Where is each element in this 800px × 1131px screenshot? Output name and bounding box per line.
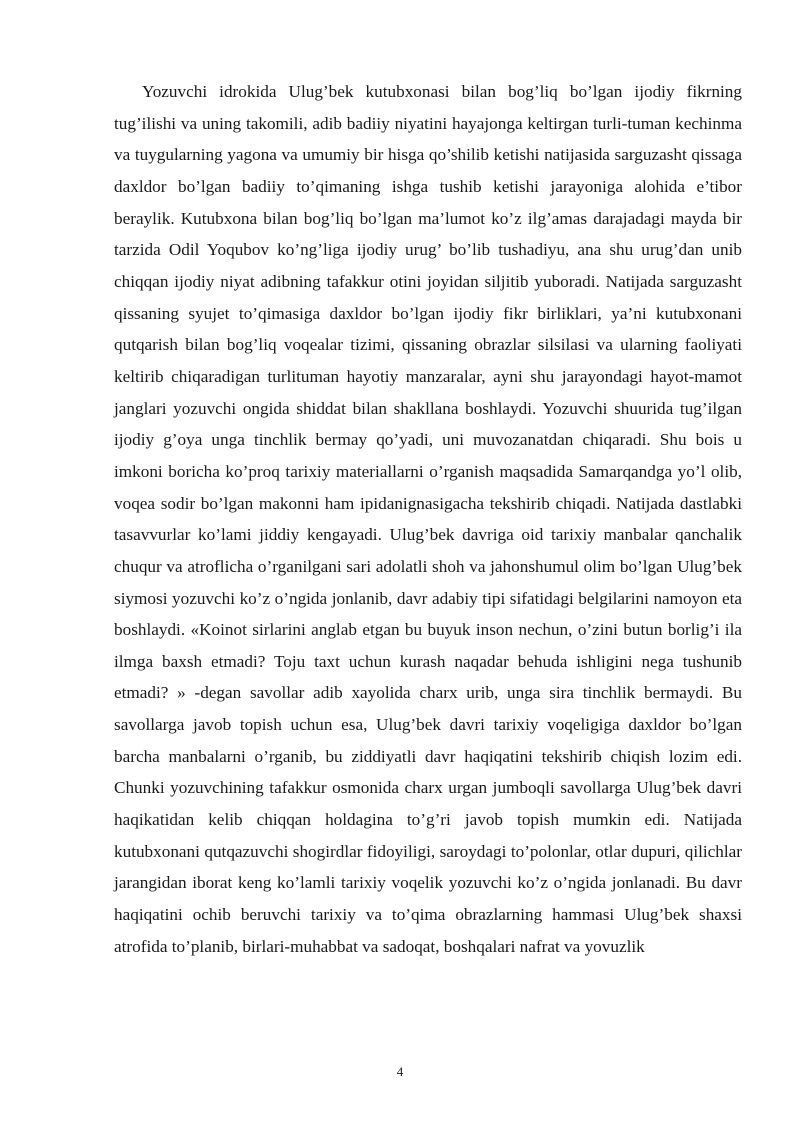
page-number: 4 [396, 1064, 404, 1079]
body-paragraph: Yozuvchi idrokida Ulug’bek kutubxonasi bilan bog’liq bo’lgan ijodiy fikrning tug’ilishi va uning takomili, adib badiiy niyatini hayajonga keltirgan turli-tuman kechinma va tuygularning yagona va umumiy bir hisga qo’shilib ketishi natijasida sarguzasht qissaga daxldor bo’lgan badiiy to’qimaning ishga tushib ketishi jarayoniga alohida e’tibor beraylik. Kutubxona bilan bog’liq bo’lgan ma’lumot ko’z ilg’amas darajadagi mayda bir tarzida Odil Yoqubov ko’ng’liga ijodiy urug’ bo’lib tushadiyu, ana shu urug’dan unib chiqqan ijodiy niyat adibning tafakkur otini joyidan siljitib yuboradi. Natijada sarguzasht qissaning syujet to’qimasiga daxldor bo’lgan ijodiy fikr birliklari, ya’ni kutubxonani qutqarish bilan bog’liq voqealar tizimi, qissaning obrazlar silsilasi va ularning faoliyati keltirib chiqaradigan turlituman hayotiy manzaralar, ayni shu jarayondagi hayot-mamot janglari yozuvchi ongida shiddat bilan shakllana boshlaydi. Yozuvchi shuurida tug’ilgan ijodiy g’oya unga tinchlik bermay qo’yadi, uni muvozanatdan chiqaradi. Shu bois u imkoni boricha ko’proq tarixiy materiallarni o’rganish maqsadida Samarqandga yo’l olib, voqea sodir bo’lgan makonni ham ipidanignasigacha tekshirib chiqadi. Natijada dastlabki tasavvurlar ko’lami jiddiy kengayadi. Ulug’bek davriga oid tarixiy manbalar qanchalik chuqur va atroflicha o’rganilgani sari adolatli shoh va jahonshumul olim bo’lgan Ulug’bek siymosi yozuvchi ko’z o’ngida jonlanib, davr adabiy tipi sifatidagi belgilarini namoyon eta boshlaydi. «Koinot sirlarini anglab etgan bu buyuk inson nechun, o’zini butun borlig’i ila ilmga baxsh etmadi? Toju taxt uchun kurash naqadar behuda ishligini nega tushunib etmadi? » -degan savollar adib xayolida charx urib, unga sira tinchlik bermaydi. Bu savollarga javob topish uchun esa, Ulug’bek davri tarixiy voqeligiga daxldor bo’lgan barcha manbalarni o’rganib, bu ziddiyatli davr haqiqatini tekshirib chiqish lozim edi. Chunki yozuvchining tafakkur osmonida charx urgan jumboqli savollarga Ulug’bek davri haqikatidan kelib chiqqan holdagina to’g’ri javob topish mumkin edi. Natijada kutubxonani qutqazuvchi shogirdlar fidoyiligi, saroydagi to’polonlar, otlar dupuri, qilichlar jarangidan iborat keng ko’lamli tarixiy voqelik yozuvchi ko’z o’ngida jonlanadi. Bu davr haqiqatini ochib beruvchi tarixiy va to’qima obrazlarning hammasi Ulug’bek shaxsi atrofida to’planib, birlari-muhabbat va sadoqat, boshqalari nafrat va yovuzlik [114, 82, 742, 956]
